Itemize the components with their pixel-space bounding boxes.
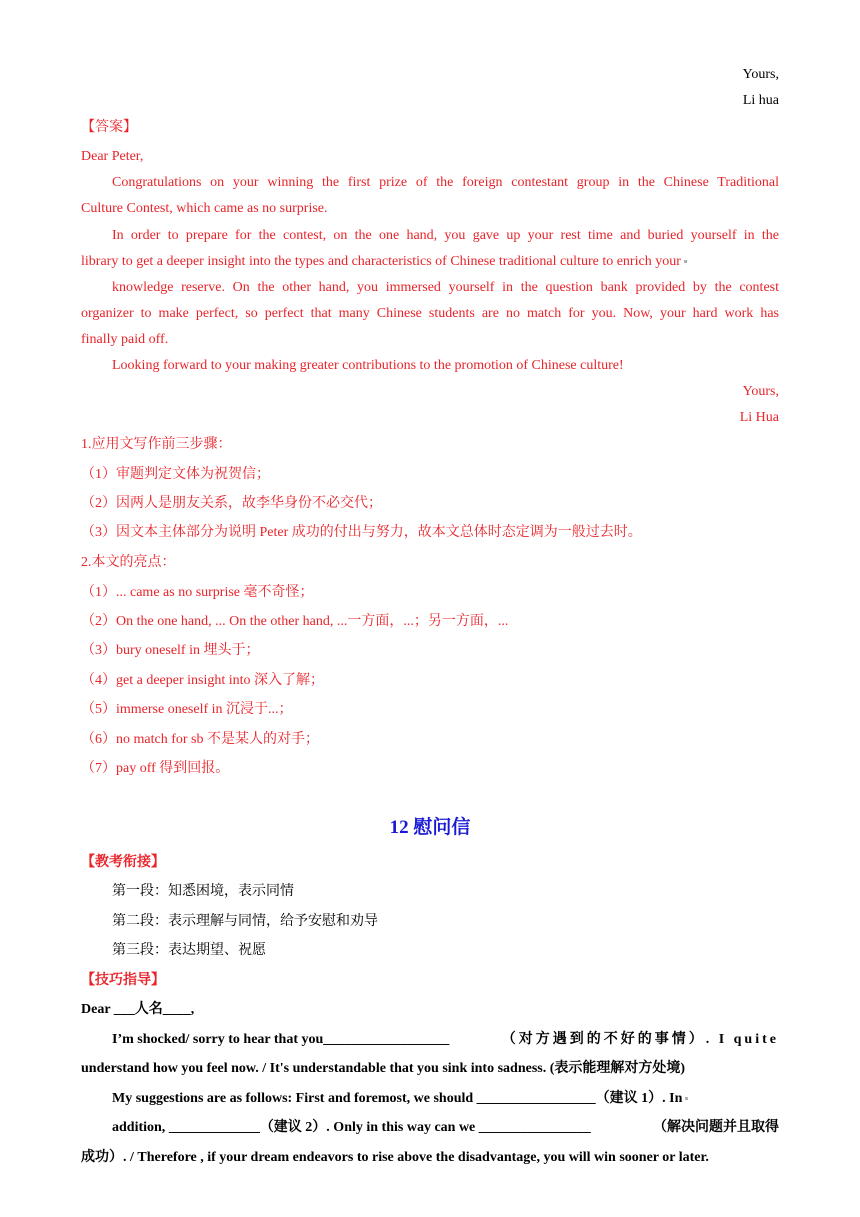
answer-line: knowledge reserve. On the other hand, you immersed yourself in the question bank provided by the contest xyxy=(112,280,779,295)
highlight-item: （7）pay off 得到回报。 xyxy=(81,761,230,776)
answer-line: Congratulations on your winning the first prize of the foreign contestant group in the Chinese Traditional xyxy=(112,175,779,190)
template-line: understand how you feel now. / It's understandable that you sink into sadness. (表示能理解对方处境) xyxy=(81,1061,686,1076)
answer-line: Looking forward to your making greater contributions to the promotion of Chinese culture! xyxy=(112,358,624,373)
answer-salutation: Dear Peter, xyxy=(81,149,144,164)
template-line: I’m shocked/ sorry to hear that you__________________ （对方遇到的不好的事情）. I quite xyxy=(112,1032,779,1047)
template-line: My suggestions are as follows: First and foremost, we should _________________（建议 1）. In xyxy=(112,1089,779,1109)
section-title: 12 慰问信 xyxy=(389,817,471,838)
answer-heading: 【答案】 xyxy=(81,120,137,135)
answer-closing: Yours, xyxy=(742,384,779,399)
answer-line: In order to prepare for the contest, on the one hand, you gave up your rest time and buried yourself in the xyxy=(112,228,779,243)
step-item: （2）因两人是朋友关系，故李华身份不必交代； xyxy=(81,496,382,511)
answer-line: Culture Contest, which came as no surprise. xyxy=(81,201,328,216)
paragraph-guide: 第一段：知悉困境，表示同情 xyxy=(112,884,294,899)
template-line: addition, _____________（建议 2）. Only in this way can we ________________ （解决问题并且取得 xyxy=(112,1120,779,1135)
answer-line: organizer to make perfect, so perfect that many Chinese students are no match for you. Now, your hard work has xyxy=(81,306,779,321)
answer-signature: Li Hua xyxy=(739,410,779,425)
paragraph-mark xyxy=(685,1097,688,1100)
paragraph-guide: 第二段：表示理解与同情，给予安慰和劝导 xyxy=(112,914,378,929)
template-line: 成功）. / Therefore , if your dream endeavors to rise above the disadvantage, you will win sooner or later. xyxy=(81,1150,709,1165)
letter-closing: Yours, xyxy=(742,67,779,82)
step-item: （3）因文本主体部分为说明 Peter 成功的付出与努力，故本文总体时态定调为一般过去时。 xyxy=(81,525,642,540)
answer-line: finally paid off. xyxy=(81,332,169,347)
paragraph-mark xyxy=(684,260,687,263)
step-item: （1）审题判定文体为祝贺信； xyxy=(81,467,270,482)
highlight-item: （4）get a deeper insight into 深入了解； xyxy=(81,673,325,688)
paragraph-guide: 第三段：表达期望、祝愿 xyxy=(112,943,266,958)
highlight-item: （1）... came as no surprise 毫不奇怪； xyxy=(81,585,314,600)
tips-heading: 【技巧指导】 xyxy=(81,973,165,988)
highlights-title: 2.本文的亮点： xyxy=(81,555,176,570)
steps-title: 1.应用文写作前三步骤： xyxy=(81,437,232,452)
letter-signature: Li hua xyxy=(742,93,779,108)
highlight-item: （2）On the one hand, ... On the other hand, ...一方面，...；另一方面，... xyxy=(81,614,509,629)
template-salutation: Dear ___人名____, xyxy=(81,1002,195,1017)
highlight-item: （6）no match for sb 不是某人的对手； xyxy=(81,732,319,747)
answer-line: library to get a deeper insight into the types and characteristics of Chinese traditional culture to enrich your xyxy=(81,252,779,272)
highlight-item: （3）bury oneself in 埋头于； xyxy=(81,643,260,658)
highlight-item: （5）immerse oneself in 沉浸于...； xyxy=(81,702,293,717)
link-heading: 【教考衔接】 xyxy=(81,855,165,870)
